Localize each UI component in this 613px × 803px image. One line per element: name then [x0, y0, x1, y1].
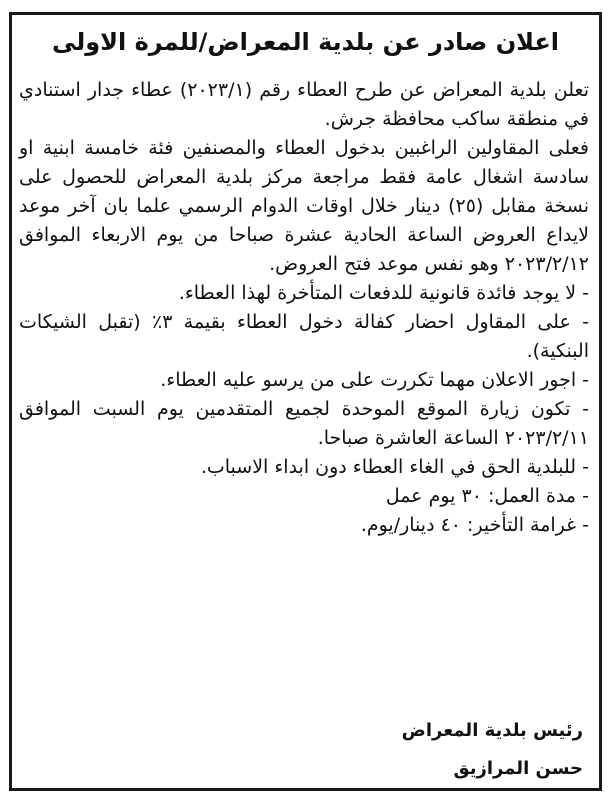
condition-item: - اجور الاعلان مهما تكررت على من يرسو عليه العطاء. — [160, 369, 589, 391]
condition-item: - مدة العمل: ٣٠ يوم عمل — [385, 485, 589, 507]
notice-body — [19, 76, 589, 540]
condition-item: - لا يوجد فائدة قانونية للدفعات المتأخرة لهذا العطاء. — [178, 282, 589, 304]
announcement-paragraph: تعلن بلدية المعراض عن طرح العطاء رقم (٢٠٢٣/١) عطاء جدار استنادي في منطقة ساكب محافظة جرش. — [19, 79, 589, 130]
condition-item: - غرامة التأخير: ٤٠ دينار/يوم. — [360, 514, 589, 536]
notice-title: اعلان صادر عن بلدية المعراض/للمرة الاولى — [51, 28, 560, 56]
condition-item: - على المقاول احضار كفالة دخول العطاء بقيمة ٣٪ (تقبل الشيكات البنكية). — [19, 311, 589, 362]
signature-name: حسن المرازيق — [453, 758, 583, 779]
condition-item: - للبلدية الحق في الغاء العطاء دون ابداء الاسباب. — [200, 456, 589, 478]
conditions-list — [19, 279, 589, 540]
condition-item: - تكون زيارة الموقع الموحدة لجميع المتقدمين يوم السبت الموافق ٢٠٢٣/٢/١١ الساعة العاشرة صباحا. — [19, 398, 589, 449]
eligibility-paragraph: فعلى المقاولين الراغبين بدخول العطاء والمصنفين فئة خامسة ابنية او سادسة اشغال عامة فقط مراجعة مركز بلدية المعراض للحصول على نسخة مقابل (٢٥) دينار خلال اوقات الدوام الرسمي علما بان آخر موعد لايداع العروض الساعة الحادية عشرة صباحا من يوم الاربعاء الموافق ٢٠٢٣/٢/١٢ وهو نفس موعد فتح العروض. — [19, 137, 589, 275]
signature-title: رئيس بلدية المعراض — [401, 720, 583, 741]
